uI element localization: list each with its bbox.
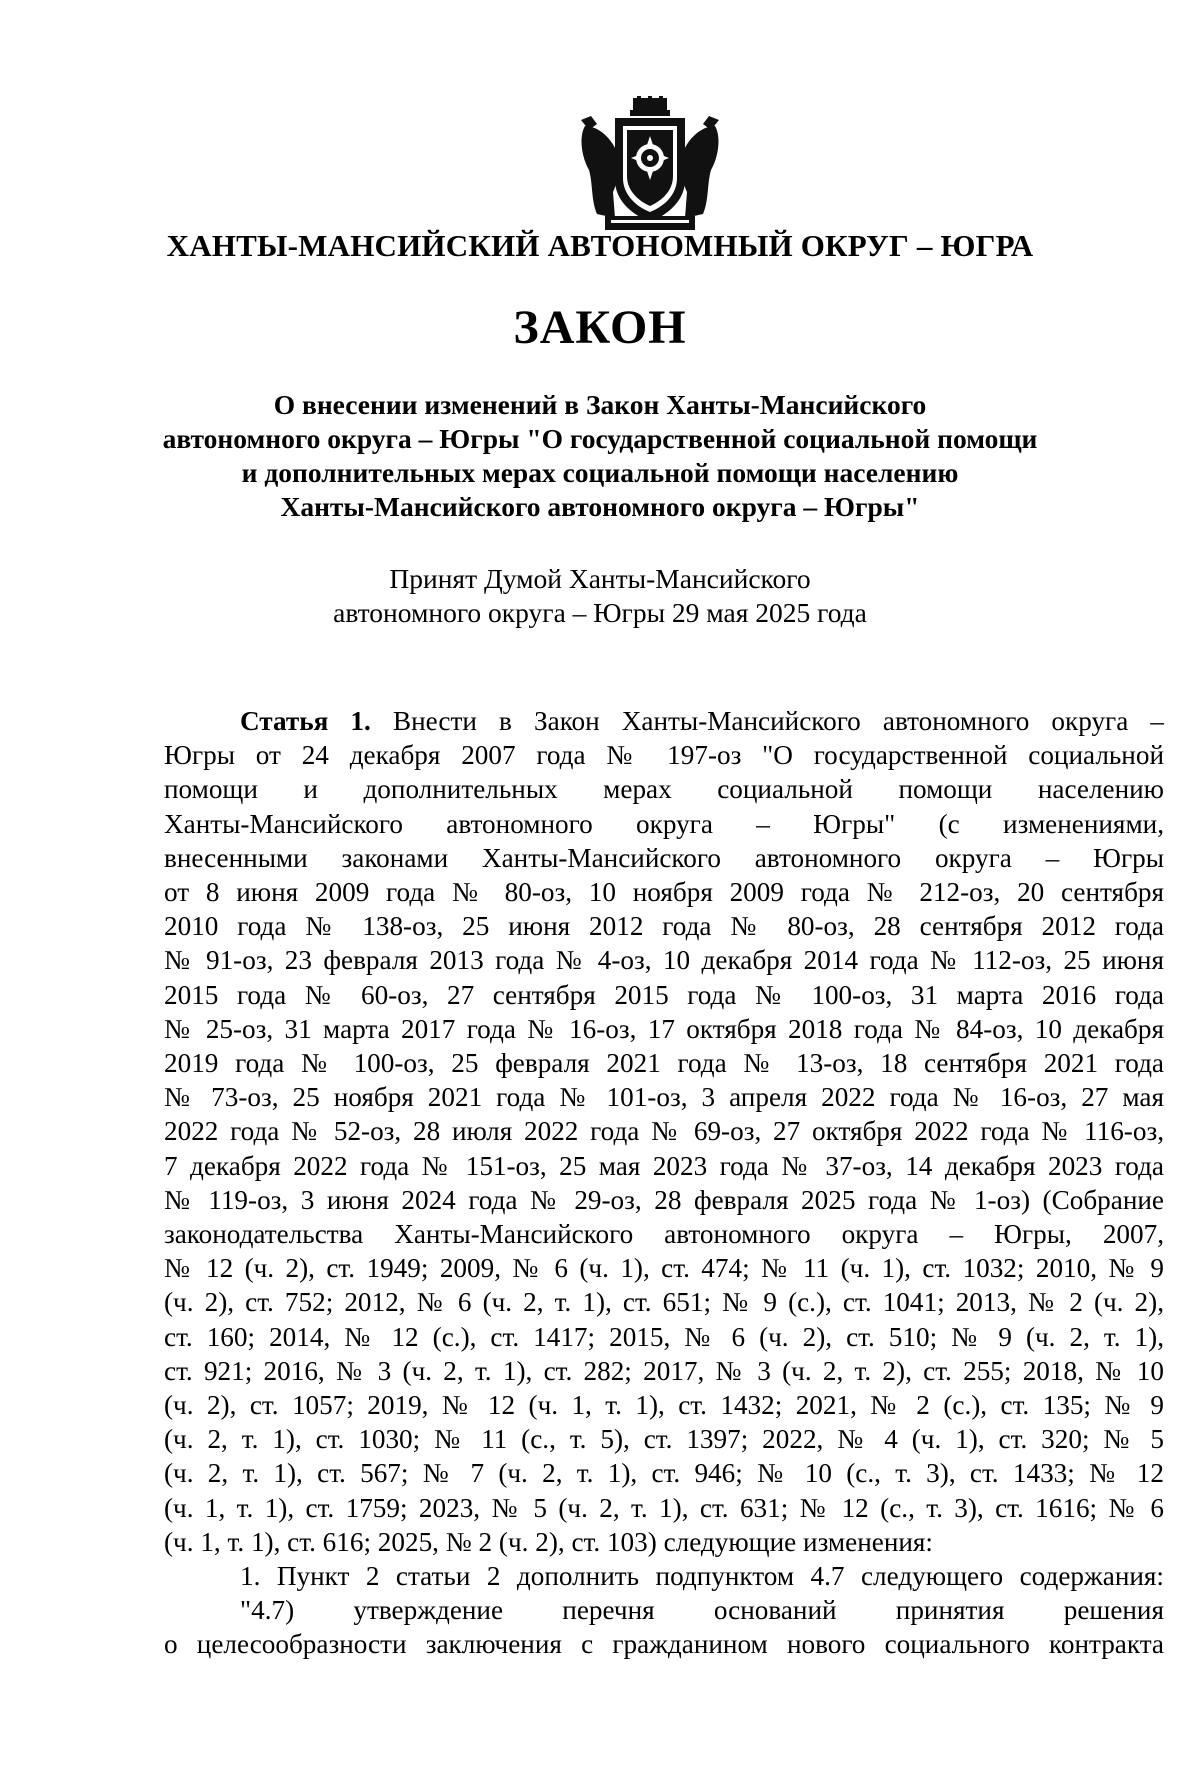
quoted-text-line: "4.7) утверждение перечня оснований принятия решения: [240, 1595, 1164, 1626]
text-line: № 73-оз, 25 ноября 2021 года № 101-оз, 3 апреля 2022 года № 16-оз, 27 мая: [164, 1082, 1164, 1113]
text-line: от 8 июня 2009 года № 80-оз, 10 ноября 2009 года № 212-оз, 20 сентября: [164, 877, 1164, 908]
quoted-text-line: о целесообразности заключения с гражданином нового социального контракта: [164, 1629, 1164, 1660]
coat-of-arms-emblem: [575, 96, 725, 232]
text-line: законодательства Ханты-Мансийского автономного округа – Югры, 2007,: [164, 1219, 1164, 1250]
text-line: (ч. 2), ст. 1057; 2019, № 12 (ч. 1, т. 1), ст. 1432; 2021, № 2 (с.), ст. 135; № 9: [164, 1390, 1164, 1421]
document-type-title: ЗАКОН: [513, 301, 687, 354]
text-line: (ч. 2), ст. 752; 2012, № 6 (ч. 2, т. 1), ст. 651; № 9 (с.), ст. 1041; 2013, № 2 (ч. 2),: [164, 1287, 1164, 1318]
text-line: (ч. 2, т. 1), ст. 567; № 7 (ч. 2, т. 1), ст. 946; № 10 (с., т. 3), ст. 1433; № 12: [164, 1458, 1164, 1489]
subject-line: автономного округа – Югры "О государственной социальной помощи: [162, 423, 1038, 454]
adoption-line: Принят Думой Ханты-Мансийского: [389, 563, 811, 594]
text-line: (ч. 1, т. 1), ст. 616; 2025, № 2 (ч. 2), ст. 103) следующие изменения:: [164, 1526, 933, 1557]
article-1-first-line-text: Внести в Закон Ханты-Мансийского автономного округа –: [370, 706, 1164, 736]
law-subject-title: [150, 388, 1050, 524]
region-heading: ХАНТЫ-МАНСИЙСКИЙ АВТОНОМНЫЙ ОКРУГ – ЮГРА: [166, 228, 1034, 263]
text-line: помощи и дополнительных мерах социальной помощи населению: [164, 774, 1164, 805]
subject-line: О внесении изменений в Закон Ханты-Мансийского: [273, 389, 927, 420]
text-line: 2019 года № 100-оз, 25 февраля 2021 года № 13-оз, 18 сентября 2021 года: [164, 1048, 1164, 1079]
text-line: внесенными законами Ханты-Мансийского автономного округа – Югры: [164, 842, 1164, 873]
adoption-line: автономного округа – Югры 29 мая 2025 года: [333, 597, 867, 628]
article-1: [164, 704, 1164, 1662]
text-line: № 25-оз, 31 марта 2017 года № 16-оз, 17 октября 2018 года № 84-оз, 10 декабря: [164, 1013, 1164, 1044]
text-line: (ч. 1, т. 1), ст. 1759; 2023, № 5 (ч. 2, т. 1), ст. 631; № 12 (с., т. 3), ст. 1616; № 6: [164, 1492, 1164, 1523]
text-line: № 91-оз, 23 февраля 2013 года № 4-оз, 10 декабря 2014 года № 112-оз, 25 июня: [164, 945, 1164, 976]
adoption-note: [150, 562, 1050, 630]
article-label: Статья 1.: [240, 706, 371, 736]
text-line: (ч. 2, т. 1), ст. 1030; № 11 (с., т. 5), ст. 1397; 2022, № 4 (ч. 1), ст. 320; № 5: [164, 1424, 1164, 1455]
text-line: 2015 года № 60-оз, 27 сентября 2015 года № 100-оз, 31 марта 2016 года: [164, 979, 1164, 1010]
text-line: Ханты-Мансийского автономного округа – Югры" (с изменениями,: [164, 808, 1164, 839]
text-line: № 12 (ч. 2), ст. 1949; 2009, № 6 (ч. 1), ст. 474; № 11 (ч. 1), ст. 1032; 2010, № 9: [164, 1253, 1164, 1284]
text-line: Югры от 24 декабря 2007 года № 197-оз "О государственной социальной: [164, 740, 1164, 771]
subject-line: Ханты-Мансийского автономного округа – Югры": [280, 491, 920, 522]
text-line: ст. 160; 2014, № 12 (с.), ст. 1417; 2015, № 6 (ч. 2), ст. 510; № 9 (ч. 2, т. 1),: [164, 1321, 1164, 1352]
article-1-first-line: [164, 704, 1164, 738]
text-line: 2022 года № 52-оз, 28 июля 2022 года № 69-оз, 27 октября 2022 года № 116-оз,: [164, 1116, 1164, 1147]
text-line: 7 декабря 2022 года № 151-оз, 25 мая 2023 года № 37-оз, 14 декабря 2023 года: [164, 1150, 1164, 1181]
text-line: ст. 921; 2016, № 3 (ч. 2, т. 1), ст. 282; 2017, № 3 (ч. 2, т. 2), ст. 255; 2018, № 10: [164, 1355, 1164, 1386]
amendment-item-1: 1. Пункт 2 статьи 2 дополнить подпунктом 4.7 следующего содержания:: [240, 1561, 1164, 1592]
subject-line: и дополнительных мерах социальной помощи населению: [241, 457, 959, 488]
text-line: № 119-оз, 3 июня 2024 года № 29-оз, 28 февраля 2025 года № 1-оз) (Собрание: [164, 1184, 1164, 1215]
text-line: 2010 года № 138-оз, 25 июня 2012 года № 80-оз, 28 сентября 2012 года: [164, 911, 1164, 942]
